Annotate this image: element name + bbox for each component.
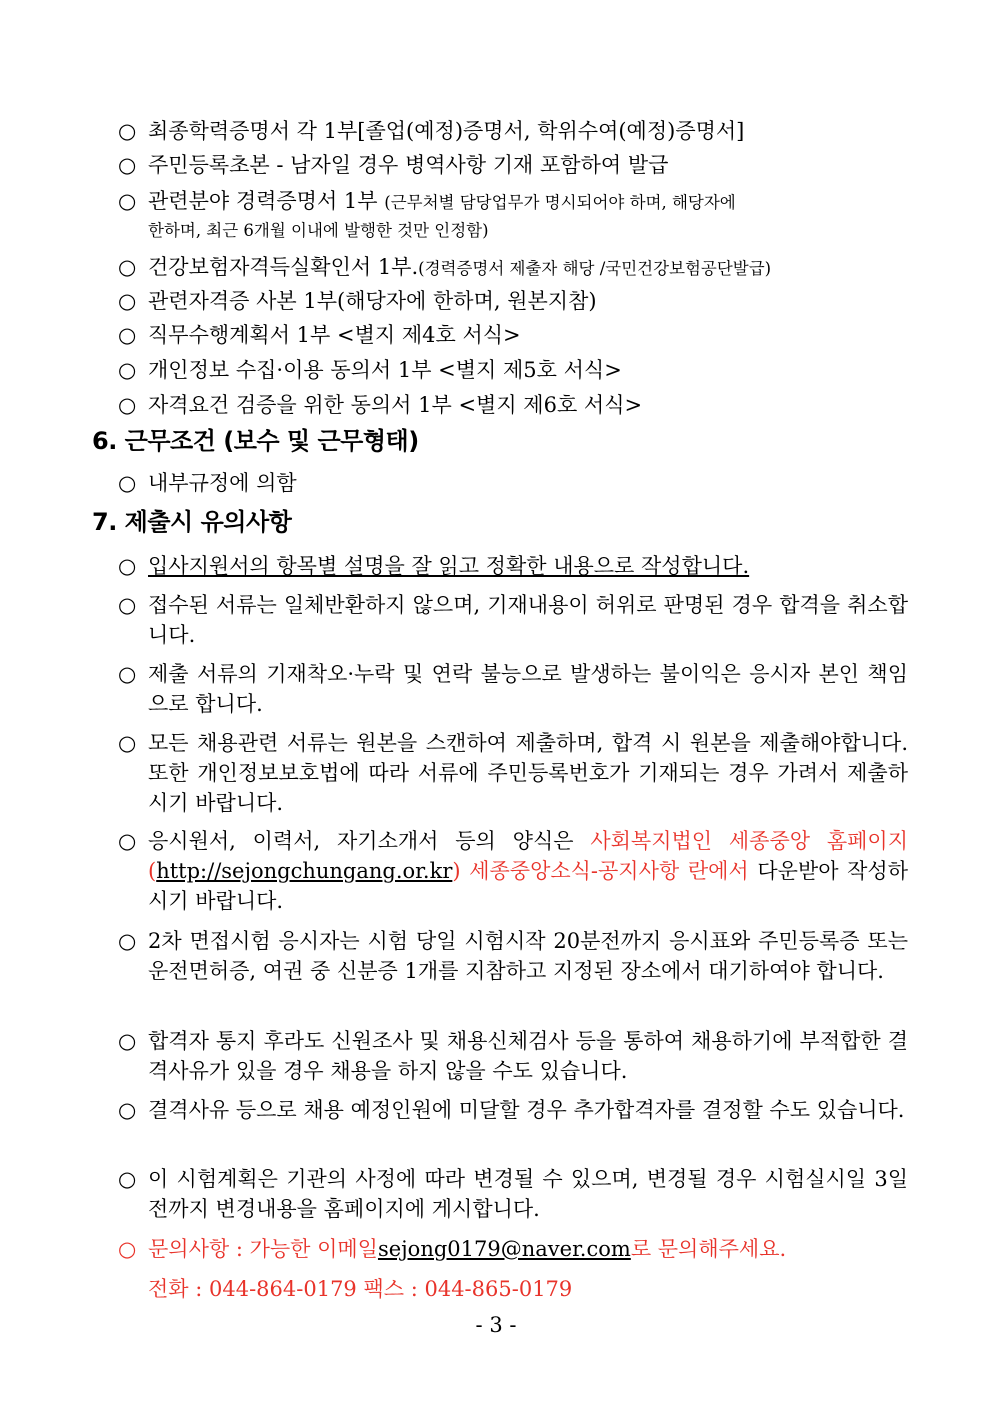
notice-item — [118, 728, 908, 818]
section-6-item — [118, 468, 908, 498]
notice-item — [118, 1026, 908, 1086]
notice-text: 다운받아 작성하시기 바랍니다. — [148, 859, 909, 913]
doc-item-text — [148, 186, 908, 218]
notice-item — [118, 1095, 908, 1125]
bullet-icon: ○ — [118, 471, 137, 495]
doc-item-text: 주민등록초본 - 남자일 경우 병역사항 기재 포함하여 발급 — [148, 153, 669, 177]
doc-item-text — [148, 252, 908, 284]
section-6-title: 6. 근무조건 (보수 및 근무형태) — [92, 427, 419, 455]
bullet-icon: ○ — [118, 119, 137, 143]
bullet-icon: ○ — [118, 189, 137, 213]
section-7-title: 7. 제출시 유의사항 — [92, 508, 292, 536]
notice-item — [118, 1164, 908, 1224]
notice-item-text: 이 시험계획은 기관의 사정에 따라 변경될 수 있으며, 변경될 경우 시험실시일 3일전까지 변경내용을 홈페이지에 게시합니다. — [148, 1167, 908, 1221]
bullet-icon: ○ — [118, 1237, 137, 1261]
notice-item-text: 2차 면접시험 응시자는 시험 당일 시험시작 20분전까지 응시표와 주민등록증 또는 운전면허증, 여권 중 신분증 1개를 지참하고 지정된 장소에서 대기하여야 합니다. — [148, 929, 908, 983]
notice-item — [118, 826, 908, 916]
bullet-icon: ○ — [118, 323, 137, 347]
bullet-icon: ○ — [118, 255, 137, 279]
bullet-icon: ○ — [118, 662, 137, 686]
doc-item — [118, 186, 908, 218]
notice-item-text — [148, 826, 908, 916]
inquiry-label: 문의사항 : 가능한 이메일 — [148, 1237, 378, 1261]
doc-item — [118, 390, 908, 420]
homepage-link[interactable]: http://sejongchungang.or.kr — [156, 859, 453, 883]
page-number: - 3 - — [475, 1313, 517, 1337]
doc-item-note: 한하며, 최근 6개월 이내에 발행한 것만 인정함) — [148, 221, 489, 240]
doc-item-text: 자격요건 검증을 위한 동의서 1부 <별지 제6호 서식> — [148, 393, 643, 417]
doc-item-text: 관련자격증 사본 1부(해당자에 한하며, 원본지참) — [148, 289, 597, 313]
notice-item-text: 입사지원서의 항목별 설명을 잘 읽고 정확한 내용으로 작성합니다. — [148, 554, 750, 578]
inquiry-suffix: 로 문의해주세요. — [630, 1237, 787, 1261]
bullet-icon: ○ — [118, 358, 137, 382]
bullet-icon: ○ — [118, 289, 137, 313]
inquiry-text — [148, 1234, 908, 1264]
doc-item-continuation — [118, 216, 908, 246]
bullet-icon: ○ — [118, 153, 137, 177]
doc-item-note: (근무처별 담당업무가 명시되어야 하며, 해당자에 — [384, 193, 736, 212]
bullet-icon: ○ — [118, 731, 137, 755]
section-6-item-text: 내부규정에 의함 — [148, 471, 297, 495]
doc-item-text: 개인정보 수집·이용 동의서 1부 <별지 제5호 서식> — [148, 358, 622, 382]
notice-item-text: 모든 채용관련 서류는 원본을 스캔하여 제출하며, 합격 시 원본을 제출해야합니다. 또한 개인정보보호법에 따라 서류에 주민등록번호가 기재되는 경우 가려서 제출하시기 바랍니다. — [148, 731, 908, 815]
email-link[interactable]: sejong0179@naver.com — [377, 1237, 631, 1261]
doc-item — [118, 355, 908, 385]
doc-item-text: 최종학력증명서 각 1부[졸업(예정)증명서, 학위수여(예정)증명서] — [148, 119, 745, 143]
bullet-icon: ○ — [118, 1029, 137, 1053]
doc-item — [118, 286, 908, 316]
bullet-icon: ○ — [118, 393, 137, 417]
notice-text: 응시원서, 이력서, 자기소개서 등의 양식은 — [148, 829, 591, 853]
doc-item — [118, 150, 908, 180]
notice-item — [118, 659, 908, 719]
contact-phone-fax: 전화 : 044-864-0179 팩스 : 044-865-0179 — [148, 1277, 573, 1301]
bullet-icon: ○ — [118, 829, 137, 853]
bullet-icon: ○ — [118, 593, 137, 617]
homepage-label: 사회복지법인 세종중앙 홈페이지( — [148, 829, 908, 883]
bullet-icon: ○ — [118, 554, 137, 578]
bullet-icon: ○ — [118, 1098, 137, 1122]
bullet-icon: ○ — [118, 1167, 137, 1191]
notice-board-label: ) 세종중앙소식-공지사항 란에서 — [452, 859, 749, 883]
doc-item-main: 건강보험자격득실확인서 1부. — [148, 255, 419, 279]
doc-item-note: (경력증명서 제출자 해당 /국민건강보험공단발급) — [418, 259, 772, 278]
notice-item-text: 합격자 통지 후라도 신원조사 및 채용신체검사 등을 통하여 채용하기에 부적합한 결격사유가 있을 경우 채용을 하지 않을 수도 있습니다. — [148, 1029, 908, 1083]
notice-item — [118, 590, 908, 650]
doc-item — [118, 320, 908, 350]
doc-item-main: 관련분야 경력증명서 1부 — [148, 189, 378, 213]
doc-item — [118, 252, 908, 284]
notice-item-text: 결격사유 등으로 채용 예정인원에 미달할 경우 추가합격자를 결정할 수도 있습니다. — [148, 1098, 905, 1122]
notice-item-text: 제출 서류의 기재착오·누락 및 연락 불능으로 발생하는 불이익은 응시자 본인 책임으로 합니다. — [148, 662, 908, 716]
inquiry-item — [118, 1234, 908, 1264]
notice-item-text: 접수된 서류는 일체반환하지 않으며, 기재내용이 허위로 판명된 경우 합격을 취소합니다. — [148, 593, 908, 647]
doc-item-text: 직무수행계획서 1부 <별지 제4호 서식> — [148, 323, 521, 347]
notice-item — [118, 551, 868, 581]
notice-item — [118, 926, 908, 986]
doc-item — [118, 116, 908, 146]
bullet-icon: ○ — [118, 929, 137, 953]
